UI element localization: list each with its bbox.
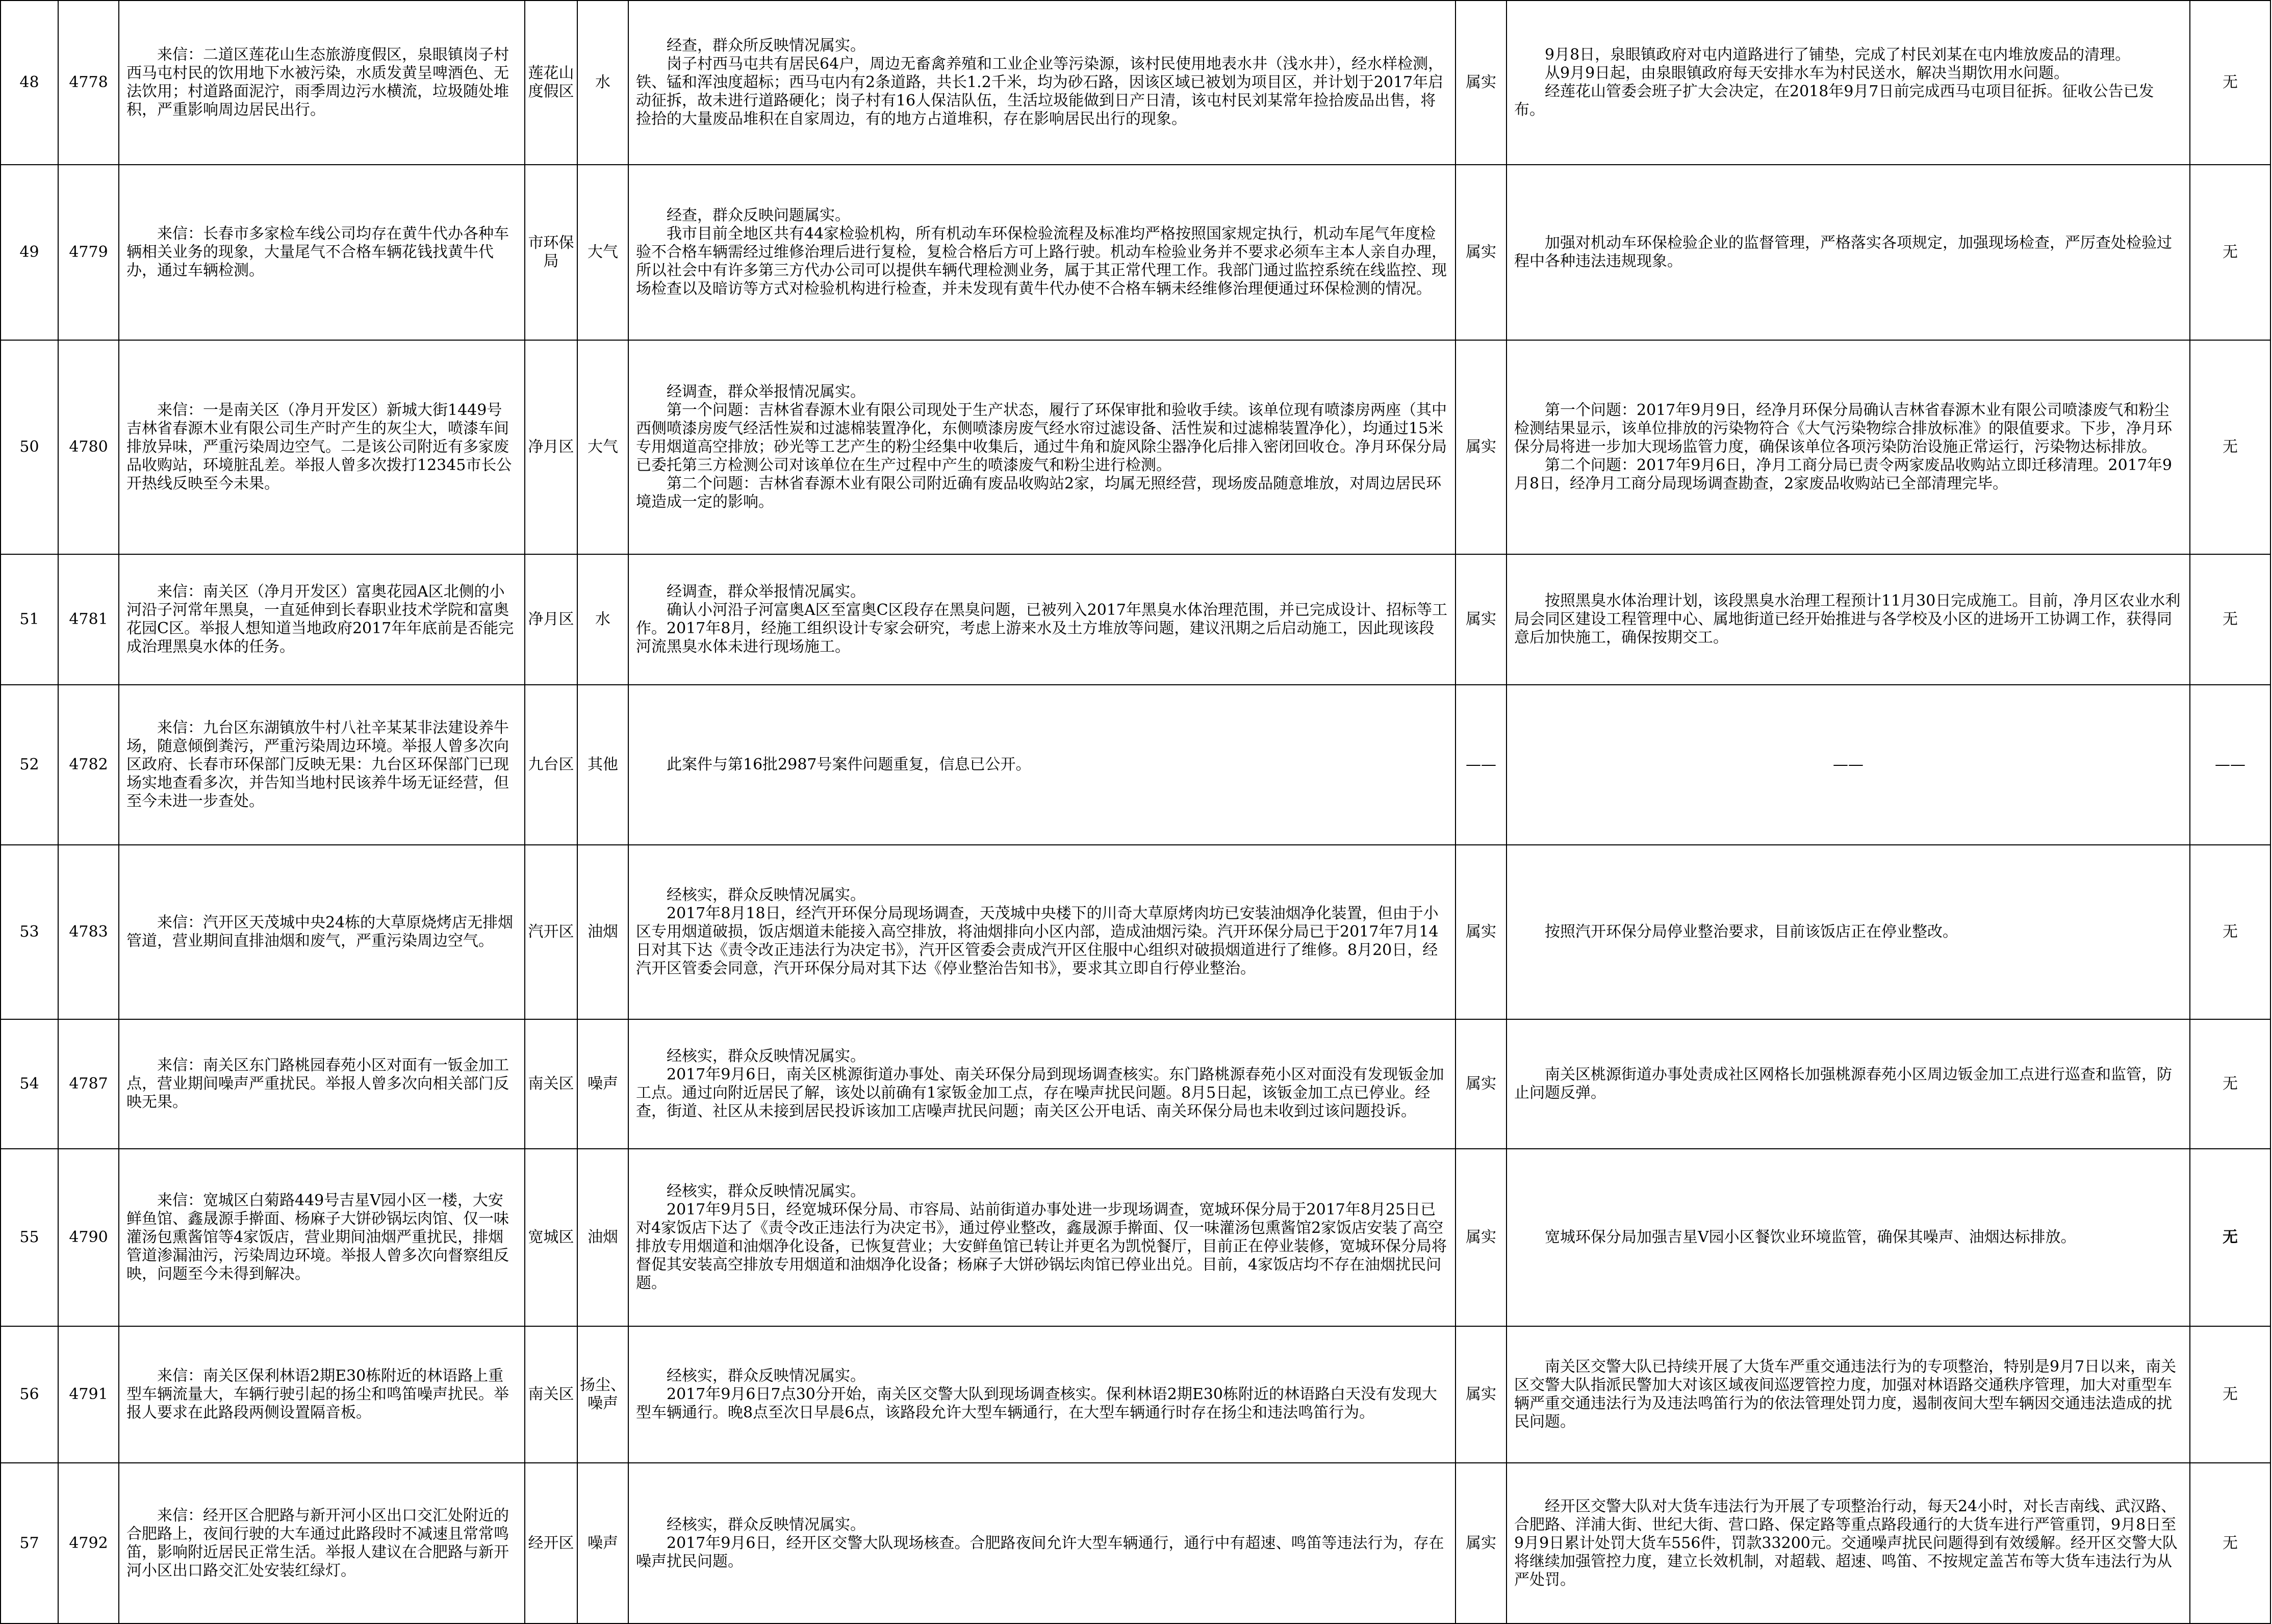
- verdict-cell: 属实: [1456, 340, 1507, 554]
- district-cell: 市环保局: [525, 165, 577, 340]
- rectification-cell-paragraph: 宽城环保分局加强吉星V园小区餐饮业环境监管，确保其噪声、油烟达标排放。: [1545, 1228, 2076, 1246]
- table-row: [1, 1326, 2270, 1463]
- findings-cell: [628, 1019, 1456, 1149]
- complaint-cell: [119, 685, 525, 845]
- verdict-cell: 属实: [1456, 1326, 1507, 1463]
- complaint-text: 来信：南关区东门路桃园春苑小区对面有一钣金加工点，营业期间噪声严重扰民。举报人曾多次向相关部门反映无果。: [126, 1056, 509, 1111]
- findings-cell: [628, 1463, 1456, 1623]
- accountability-cell: ——: [2190, 685, 2270, 845]
- pollution-type-cell: 大气: [577, 340, 628, 554]
- verdict-cell: 属实: [1456, 554, 1507, 685]
- findings-cell-paragraph: 2017年9月5日，经宽城环保分局、市容局、站前街道办事处进一步现场调查，宽城环保分局于2017年8月25日已对4家饭店下达了《责令改正违法行为决定书》，通过停业整改，鑫晟源手擀面、仅一味灌汤包熏酱馆2家饭店安装了高空排放专用烟道和油烟净化设备，已恢复营业；大安鲜鱼馆已转让并更名为凯悦餐厅，目前正在停业装修，宽城环保分局将督促其安装高空排放专用烟道和油烟净化设备；杨麻子大饼砂锅坛肉馆已停业出兑。目前，4家饭店均不存在油烟扰民问题。: [636, 1201, 1447, 1292]
- rectification-cell-paragraph: ——: [1833, 756, 1863, 774]
- rectification-cell: [1507, 1463, 2190, 1623]
- case-id: 4783: [58, 845, 119, 1019]
- findings-cell-paragraph: 经核实，群众反映情况属实。: [667, 1515, 865, 1534]
- district-cell: 宽城区: [525, 1149, 577, 1326]
- district-cell: 九台区: [525, 685, 577, 845]
- rectification-cell-paragraph: 9月8日，泉眼镇政府对屯内道路进行了铺垫，完成了村民刘某在屯内堆放废品的清理。: [1545, 46, 2131, 64]
- pollution-type-cell: 油烟: [577, 1149, 628, 1326]
- accountability-cell: 无: [2190, 1, 2270, 165]
- complaint-text: 来信：南关区（净月开发区）富奥花园A区北侧的小河沿子河常年黑臭，一直延伸到长春职业技术学院和富奥花园C区。举报人想知道当地政府2017年年底前是否能完成治理黑臭水体的任务。: [126, 583, 514, 656]
- findings-cell-paragraph: 经核实，群众反映情况属实。: [667, 1367, 865, 1385]
- findings-cell-paragraph: 2017年9月6日7点30分开始，南关区交警大队到现场调查核实。保利林语2期E30栋附近的林语路白天没有发现大型车辆通行。晚8点至次日早晨6点，该路段允许大型车辆通行，在大型车辆通行时存在扬尘和违法鸣笛行为。: [636, 1385, 1437, 1422]
- rectification-cell: [1507, 554, 2190, 685]
- rectification-cell: [1507, 340, 2190, 554]
- case-id: 4792: [58, 1463, 119, 1623]
- table-row: [1, 340, 2270, 554]
- accountability-cell: 无: [2190, 1326, 2270, 1463]
- row-number: 51: [1, 554, 58, 685]
- rectification-cell: [1507, 685, 2190, 845]
- complaint-text: 来信：长春市多家检车线公司均存在黄牛代办各种车辆相关业务的现象，大量尾气不合格车辆花钱找黄牛代办，通过车辆检测。: [126, 225, 509, 279]
- case-id: 4778: [58, 1, 119, 165]
- case-id: 4791: [58, 1326, 119, 1463]
- accountability-cell: 无: [2190, 1019, 2270, 1149]
- table-row: [1, 1149, 2270, 1326]
- row-number: 49: [1, 165, 58, 340]
- findings-cell-paragraph: 第二个问题：吉林省春源木业有限公司附近确有废品收购站2家，均属无照经营，现场废品随意堆放，对周边居民环境造成一定的影响。: [636, 475, 1442, 511]
- rectification-cell-paragraph: 南关区桃源街道办事处责成社区网格长加强桃源春苑小区周边钣金加工点进行巡查和监管，防止问题反弹。: [1514, 1066, 2172, 1102]
- pollution-type-cell: 其他: [577, 685, 628, 845]
- complaint-text: 来信：九台区东湖镇放牛村八社辛某某非法建设养牛场，随意倾倒粪污，严重污染周边环境。举报人曾多次向区政府、长春市环保部门反映无果：九台区环保部门已现场实地查看多次，并告知当地村民该养牛场无证经营，但至今未进一步查处。: [126, 719, 509, 810]
- rectification-cell: [1507, 165, 2190, 340]
- table-row: [1, 685, 2270, 845]
- table-row: [1, 845, 2270, 1019]
- complaint-text: 来信：二道区莲花山生态旅游度假区，泉眼镇岗子村西马屯村民的饮用地下水被污染，水质发黄呈啤酒色、无法饮用；村道路面泥泞，雨季周边污水横流，垃圾随处堆积，严重影响周边居民出行。: [126, 46, 509, 119]
- pollution-type-cell: 噪声: [577, 1019, 628, 1149]
- findings-cell-paragraph: 2017年9月6日，经开区交警大队现场核查。合肥路夜间允许大型车辆通行，通行中有超速、鸣笛等违法行为，存在噪声扰民问题。: [636, 1534, 1444, 1570]
- row-number: 54: [1, 1019, 58, 1149]
- complaint-cell: [119, 1326, 525, 1463]
- complaint-cell: [119, 1149, 525, 1326]
- row-number: 57: [1, 1463, 58, 1623]
- pollution-type-cell: 扬尘、噪声: [577, 1326, 628, 1463]
- verdict-cell: ——: [1456, 685, 1507, 845]
- findings-cell-paragraph: 第一个问题：吉林省春源木业有限公司现处于生产状态，履行了环保审批和验收手续。该单位现有喷漆房两座（其中西侧喷漆房废气经活性炭和过滤棉装置净化，东侧喷漆房废气经水帘过滤设备、活性炭和过滤棉装置净化），均通过15米专用烟道高空排放；砂光等工艺产生的粉尘经集中收集后，通过牛角和旋风除尘器净化后排入密闭回收仓。净月环保分局已委托第三方检测公司对该单位在生产过程中产生的喷漆废气和粉尘进行检测。: [636, 401, 1447, 474]
- rectification-cell-paragraph: 从9月9日起，由泉眼镇政府每天安排水车为村民送水，解决当期饮用水问题。: [1545, 64, 2070, 82]
- accountability-cell: 无: [2190, 1149, 2270, 1326]
- findings-cell: [628, 165, 1456, 340]
- verdict-cell: 属实: [1456, 1019, 1507, 1149]
- case-id: 4787: [58, 1019, 119, 1149]
- row-number: 48: [1, 1, 58, 165]
- rectification-cell-paragraph: 第二个问题：2017年9月6日，净月工商分局已责令两家废品收购站立即迁移清理。2017年9月8日，经净月工商分局现场调查勘查，2家废品收购站已全部清理完毕。: [1514, 456, 2172, 493]
- findings-cell: [628, 1149, 1456, 1326]
- findings-cell-paragraph: 确认小河沿子河富奥A区至富奥C区段存在黑臭问题，已被列入2017年黑臭水体治理范围，并已完成设计、招标等工作。2017年8月，经施工组织设计专家会研究，考虑上游来水及土方堆放等问题，建议汛期之后启动施工，因此现该段河流黑臭水体未进行现场施工。: [636, 601, 1447, 656]
- pollution-type-cell: 油烟: [577, 845, 628, 1019]
- row-number: 56: [1, 1326, 58, 1463]
- row-number: 52: [1, 685, 58, 845]
- findings-cell-paragraph: 经核实，群众反映情况属实。: [667, 886, 865, 904]
- rectification-cell-paragraph: 按照汽开环保分局停业整治要求，目前该饭店正在停业整改。: [1545, 923, 1958, 941]
- verdict-cell: 属实: [1456, 165, 1507, 340]
- district-cell: 经开区: [525, 1463, 577, 1623]
- accountability-cell: 无: [2190, 845, 2270, 1019]
- findings-cell-paragraph: 岗子村西马屯共有居民64户，周边无畜禽养殖和工业企业等污染源，该村民使用地表水井（浅水井），经水样检测，铁、锰和浑浊度超标；西马屯内有2条道路，共长1.2千米，均为砂石路，因该区域已被划为项目区，并计划于2017年启动征拆，故未进行道路硬化；岗子村有16人保洁队伍，生活垃圾能做到日产日清，该屯村民刘某常年捡拾废品出售，将捡拾的大量废品堆积在自家周边，有的地方占道堆积，存在影响居民出行的现象。: [636, 55, 1444, 128]
- findings-cell: [628, 340, 1456, 554]
- findings-cell-paragraph: 经查，群众所反映情况属实。: [667, 37, 865, 55]
- table-body: [1, 1, 2270, 1623]
- complaint-cell: [119, 1019, 525, 1149]
- verdict-cell: 属实: [1456, 1149, 1507, 1326]
- findings-cell: [628, 845, 1456, 1019]
- findings-cell-paragraph: 经查，群众反映问题属实。: [667, 207, 850, 224]
- findings-cell: [628, 685, 1456, 845]
- rectification-cell: [1507, 845, 2190, 1019]
- findings-cell-paragraph: 我市目前全地区共有44家检验机构，所有机动车环保检验流程及标准均严格按照国家规定执行，机动车尾气年度检验不合格车辆需经过维修治理后进行复检，复检合格后方可上路行驶。机动车检验业务并不要求必须车主本人亲自办理，所以社会中有许多第三方代办公司可以提供车辆代理检测业务，属于其正常代理工作。我部门通过监控系统在线监控、现场检查以及暗访等方式对检验机构进行检查，并未发现有黄牛代办使不合格车辆未经维修治理便通过环保检测的情况。: [636, 225, 1447, 298]
- case-id: 4790: [58, 1149, 119, 1326]
- findings-cell: [628, 554, 1456, 685]
- district-cell: 莲花山度假区: [525, 1, 577, 165]
- district-cell: 净月区: [525, 340, 577, 554]
- findings-cell-paragraph: 经核实，群众反映情况属实。: [667, 1047, 865, 1065]
- district-cell: 南关区: [525, 1326, 577, 1463]
- pollution-type-cell: 噪声: [577, 1463, 628, 1623]
- pollution-type-cell: 大气: [577, 165, 628, 340]
- rectification-cell-paragraph: 按照黑臭水体治理计划，该段黑臭水治理工程预计11月30日完成施工。目前，净月区农业水利局会同区建设工程管理中心、属地街道已经开始推进与各学校及小区的进场开工协调工作，获得同意后加快施工，确保按期交工。: [1514, 592, 2181, 647]
- findings-cell: [628, 1326, 1456, 1463]
- findings-cell-paragraph: 经调查，群众举报情况属实。: [667, 383, 865, 401]
- complaint-cell: [119, 554, 525, 685]
- table-row: [1, 1463, 2270, 1623]
- complaint-cell: [119, 1463, 525, 1623]
- complaint-cell: [119, 1, 525, 165]
- complaint-text: 来信：一是南关区（净月开发区）新城大街1449号吉林省春源木业有限公司生产时产生的灰尘大，喷漆车间排放异味，严重污染周边空气。二是该公司附近有多家废品收购站，环境脏乱差。举报人曾多次拨打12345市长公开热线反映至今未果。: [126, 401, 512, 493]
- complaint-cell: [119, 165, 525, 340]
- row-number: 50: [1, 340, 58, 554]
- rectification-cell: [1507, 1, 2190, 165]
- case-id: 4781: [58, 554, 119, 685]
- findings-cell-paragraph: 此案件与第16批2987号案件问题重复，信息已公开。: [667, 756, 1031, 774]
- rectification-cell-paragraph: 经开区交警大队对大货车违法行为开展了专项整治行动，每天24小时，对长吉南线、武汉路、合肥路、洋浦大街、世纪大街、营口路、保定路等重点路段通行的大货车进行严管重罚，9月8日至9月9日累计处罚大货车556件，罚款33200元。交通噪声扰民问题得到有效缓解。经开区交警大队将继续加强管控力度，建立长效机制，对超载、超速、鸣笛、不按规定盖苫布等大货车违法行为从严处罚。: [1514, 1497, 2178, 1589]
- findings-cell-paragraph: 经核实，群众反映情况属实。: [667, 1182, 865, 1200]
- rectification-cell: [1507, 1019, 2190, 1149]
- findings-cell-paragraph: 经调查，群众举报情况属实。: [667, 583, 865, 601]
- rectification-cell-paragraph: 南关区交警大队已持续开展了大货车严重交通违法行为的专项整治，特别是9月7日以来，南关区交警大队指派民警加大对该区域夜间巡逻管控力度，加强对林语路交通秩序管理，加大对重型车辆严重交通违法行为及违法鸣笛行为的依法管理处罚力度，遏制夜间大型车辆因交通违法造成的扰民问题。: [1514, 1358, 2177, 1431]
- case-id: 4779: [58, 165, 119, 340]
- findings-cell-paragraph: 2017年8月18日，经汽开环保分局现场调查，天茂城中央楼下的川奇大草原烤肉坊已安装油烟净化装置，但由于小区专用烟道破损，饭店烟道未能接入高空排放，将油烟排向小区内部，造成油烟污染。汽开环保分局已于2017年7月14日对其下达《责令改正违法行为决定书》，汽开区管委会责成汽开区住服中心组织对破损烟道进行了维修。8月20日，经汽开区管委会同意，汽开环保分局对其下达《停业整治告知书》，要求其立即自行停业整治。: [636, 905, 1439, 977]
- district-cell: 汽开区: [525, 845, 577, 1019]
- complaint-text: 来信：汽开区天茂城中央24栋的大草原烧烤店无排烟管道，营业期间直排油烟和废气，严重污染周边空气。: [126, 914, 514, 950]
- accountability-cell: 无: [2190, 1463, 2270, 1623]
- table-row: [1, 1, 2270, 165]
- rectification-cell-paragraph: 加强对机动车环保检验企业的监督管理，严格落实各项规定，加强现场检查，严厉查处检验过程中各种违法违规现象。: [1514, 234, 2172, 270]
- rectification-cell-paragraph: 经莲花山管委会班子扩大会决定，在2018年9月7日前完成西马屯项目征拆。征收公告已发布。: [1514, 83, 2154, 119]
- row-number: 53: [1, 845, 58, 1019]
- case-id: 4782: [58, 685, 119, 845]
- findings-cell-paragraph: 2017年9月6日，南关区桃源街道办事处、南关环保分局到现场调查核实。东门路桃源春苑小区对面没有发现钣金加工点。通过向附近居民了解，该处以前确有1家钣金加工点，存在噪声扰民问题。8月5日起，该钣金加工点已停业。经查，街道、社区从未接到居民投诉该加工店噪声扰民问题；南关区公开电话、南关环保分局也未收到过该问题投诉。: [636, 1066, 1444, 1120]
- findings-cell: [628, 1, 1456, 165]
- accountability-cell: 无: [2190, 340, 2270, 554]
- verdict-cell: 属实: [1456, 845, 1507, 1019]
- district-cell: 净月区: [525, 554, 577, 685]
- pollution-type-cell: 水: [577, 1, 628, 165]
- complaint-cell: [119, 340, 525, 554]
- complaint-text: 来信：经开区合肥路与新开河小区出口交汇处附近的合肥路上，夜间行驶的大车通过此路段时不减速且常常鸣笛，影响附近居民正常生活。举报人建议在合肥路与新开河小区出口路交汇处安装红绿灯。: [126, 1506, 509, 1580]
- pollution-type-cell: 水: [577, 554, 628, 685]
- table-row: [1, 1019, 2270, 1149]
- complaint-text: 来信：南关区保利林语2期E30栋附近的林语路上重型车辆流量大，车辆行驶引起的扬尘和鸣笛噪声扰民。举报人要求在此路段两侧设置隔音板。: [126, 1367, 509, 1422]
- district-cell: 南关区: [525, 1019, 577, 1149]
- accountability-cell: 无: [2190, 165, 2270, 340]
- verdict-cell: 属实: [1456, 1, 1507, 165]
- rectification-cell: [1507, 1326, 2190, 1463]
- complaint-text: 来信：宽城区白菊路449号吉星V园小区一楼，大安鲜鱼馆、鑫晟源手擀面、杨麻子大饼砂锅坛肉馆、仅一味灌汤包熏酱馆等4家饭店，营业期间油烟严重扰民，排烟管道渗漏油污，污染周边环境。举报人曾多次向督察组反映，问题至今未得到解决。: [126, 1192, 509, 1283]
- accountability-cell: 无: [2190, 554, 2270, 685]
- table-row: [1, 165, 2270, 340]
- rectification-cell-paragraph: 第一个问题：2017年9月9日，经净月环保分局确认吉林省春源木业有限公司喷漆废气和粉尘检测结果显示，该单位排放的污染物符合《大气污染物综合排放标准》的限值要求。下步，净月环保分局将进一步加大现场监管力度，确保该单位各项污染防治设施正常运行，污染物达标排放。: [1514, 401, 2172, 456]
- verdict-cell: 属实: [1456, 1463, 1507, 1623]
- row-number: 55: [1, 1149, 58, 1326]
- table-row: [1, 554, 2270, 685]
- case-id: 4780: [58, 340, 119, 554]
- complaint-cell: [119, 845, 525, 1019]
- rectification-cell: [1507, 1149, 2190, 1326]
